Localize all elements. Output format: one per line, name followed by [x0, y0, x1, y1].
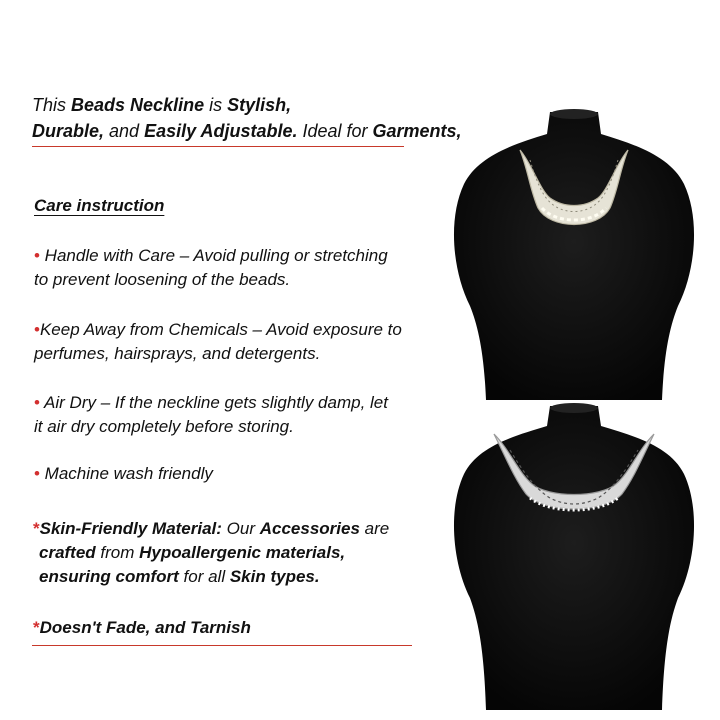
intro-feature: Stylish,: [227, 95, 292, 115]
skin-heading: Skin-Friendly Material:: [39, 519, 222, 538]
intro-line-2: [32, 118, 462, 144]
skin-part: are: [359, 519, 390, 538]
skin-part: Hypoallergenic materials,: [139, 543, 346, 562]
bullet-dot: •: [34, 464, 40, 483]
care-item-text: Air Dry – If the neckline gets slightly damp, let: [39, 393, 388, 412]
skin-part: for all: [178, 567, 230, 586]
care-item-handle: [34, 244, 388, 292]
skin-part: crafted: [39, 543, 96, 562]
care-item-air-dry: [34, 391, 388, 439]
care-title: Care instruction: [34, 196, 165, 215]
care-item-text: Keep Away from Chemicals – Avoid exposure to: [39, 320, 402, 339]
care-item-text: Machine wash friendly: [39, 464, 213, 483]
bullet-dot: •: [34, 246, 40, 265]
intro-part: and: [104, 121, 145, 141]
care-item-chemicals: [34, 318, 402, 366]
no-fade-label: Doesn't Fade, and Tarnish: [39, 618, 251, 637]
intro-text: [32, 92, 462, 144]
mannequin-body: [454, 112, 694, 400]
skin-part: ensuring comfort: [39, 567, 179, 586]
divider-bottom: [32, 645, 412, 646]
mannequin-bottom-image: [438, 398, 710, 710]
care-item-text: Handle with Care – Avoid pulling or stretching: [39, 246, 388, 265]
intro-feature: Easily Adjustable.: [144, 121, 298, 141]
care-item-text: to prevent loosening of the beads.: [34, 270, 291, 289]
intro-part: is: [204, 95, 228, 115]
mannequin-body: [454, 406, 694, 710]
intro-part: This: [32, 95, 72, 115]
asterisk: *: [33, 618, 40, 637]
intro-part: Ideal for: [297, 121, 373, 141]
intro-product-name: Beads Neckline: [71, 95, 205, 115]
skin-friendly-text: [33, 517, 389, 589]
mannequin-top-image: [438, 100, 710, 400]
care-item-machine-wash: [34, 462, 213, 486]
intro-feature: Durable,: [32, 121, 105, 141]
care-item-text: it air dry completely before storing.: [34, 417, 294, 436]
skin-part: from: [95, 543, 140, 562]
intro-line-1: [32, 92, 462, 118]
skin-part: Skin types.: [229, 567, 320, 586]
bullet-dot: •: [34, 320, 40, 339]
asterisk: *: [33, 519, 40, 538]
care-item-text: perfumes, hairsprays, and detergents.: [34, 344, 321, 363]
skin-part: Our: [221, 519, 260, 538]
divider-top: [32, 146, 404, 147]
intro-feature: Garments,: [372, 121, 462, 141]
no-fade-text: [33, 616, 251, 640]
skin-part: Accessories: [259, 519, 360, 538]
bullet-dot: •: [34, 393, 40, 412]
